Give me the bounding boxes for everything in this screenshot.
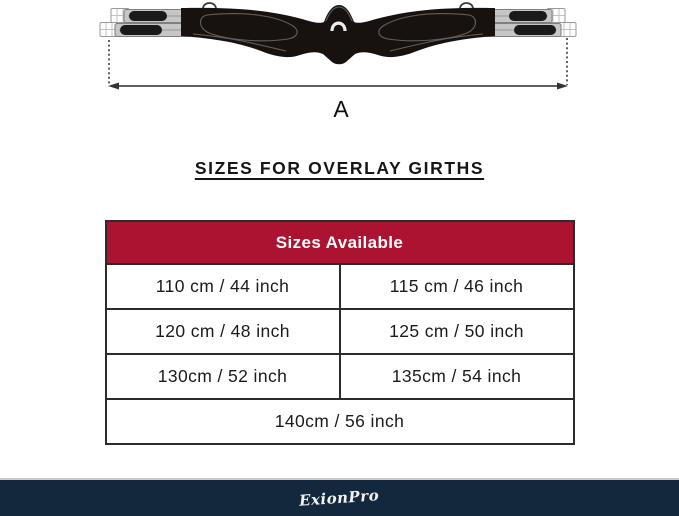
size-cell: 115 cm / 46 inch: [340, 264, 574, 309]
size-cell: 120 cm / 48 inch: [106, 309, 340, 354]
size-cell: 140cm / 56 inch: [106, 399, 574, 444]
table-row: [106, 354, 574, 399]
girth-measurement-diagram: [0, 0, 679, 130]
section-title: SIZES FOR OVERLAY GIRTHS: [194, 158, 485, 178]
leather-keeper: [509, 11, 547, 21]
footer-bar: [0, 478, 679, 516]
table-row: [106, 309, 574, 354]
arrowhead-left-icon: [108, 83, 119, 90]
leather-keeper: [514, 25, 556, 35]
brand-logo: ExionPro: [298, 486, 381, 510]
size-cell: 130cm / 52 inch: [106, 354, 340, 399]
leather-keeper: [129, 11, 167, 21]
leather-keeper: [120, 25, 162, 35]
size-cell: 110 cm / 44 inch: [106, 264, 340, 309]
table-header-row: [106, 221, 574, 264]
size-cell: 135cm / 54 inch: [340, 354, 574, 399]
table-header: Sizes Available: [106, 221, 574, 264]
sizes-table: [105, 220, 575, 445]
size-cell: 125 cm / 50 inch: [340, 309, 574, 354]
dimension-label: A: [333, 96, 349, 122]
table-row: [106, 264, 574, 309]
arrowhead-right-icon: [557, 83, 568, 90]
table-row: [106, 399, 574, 444]
